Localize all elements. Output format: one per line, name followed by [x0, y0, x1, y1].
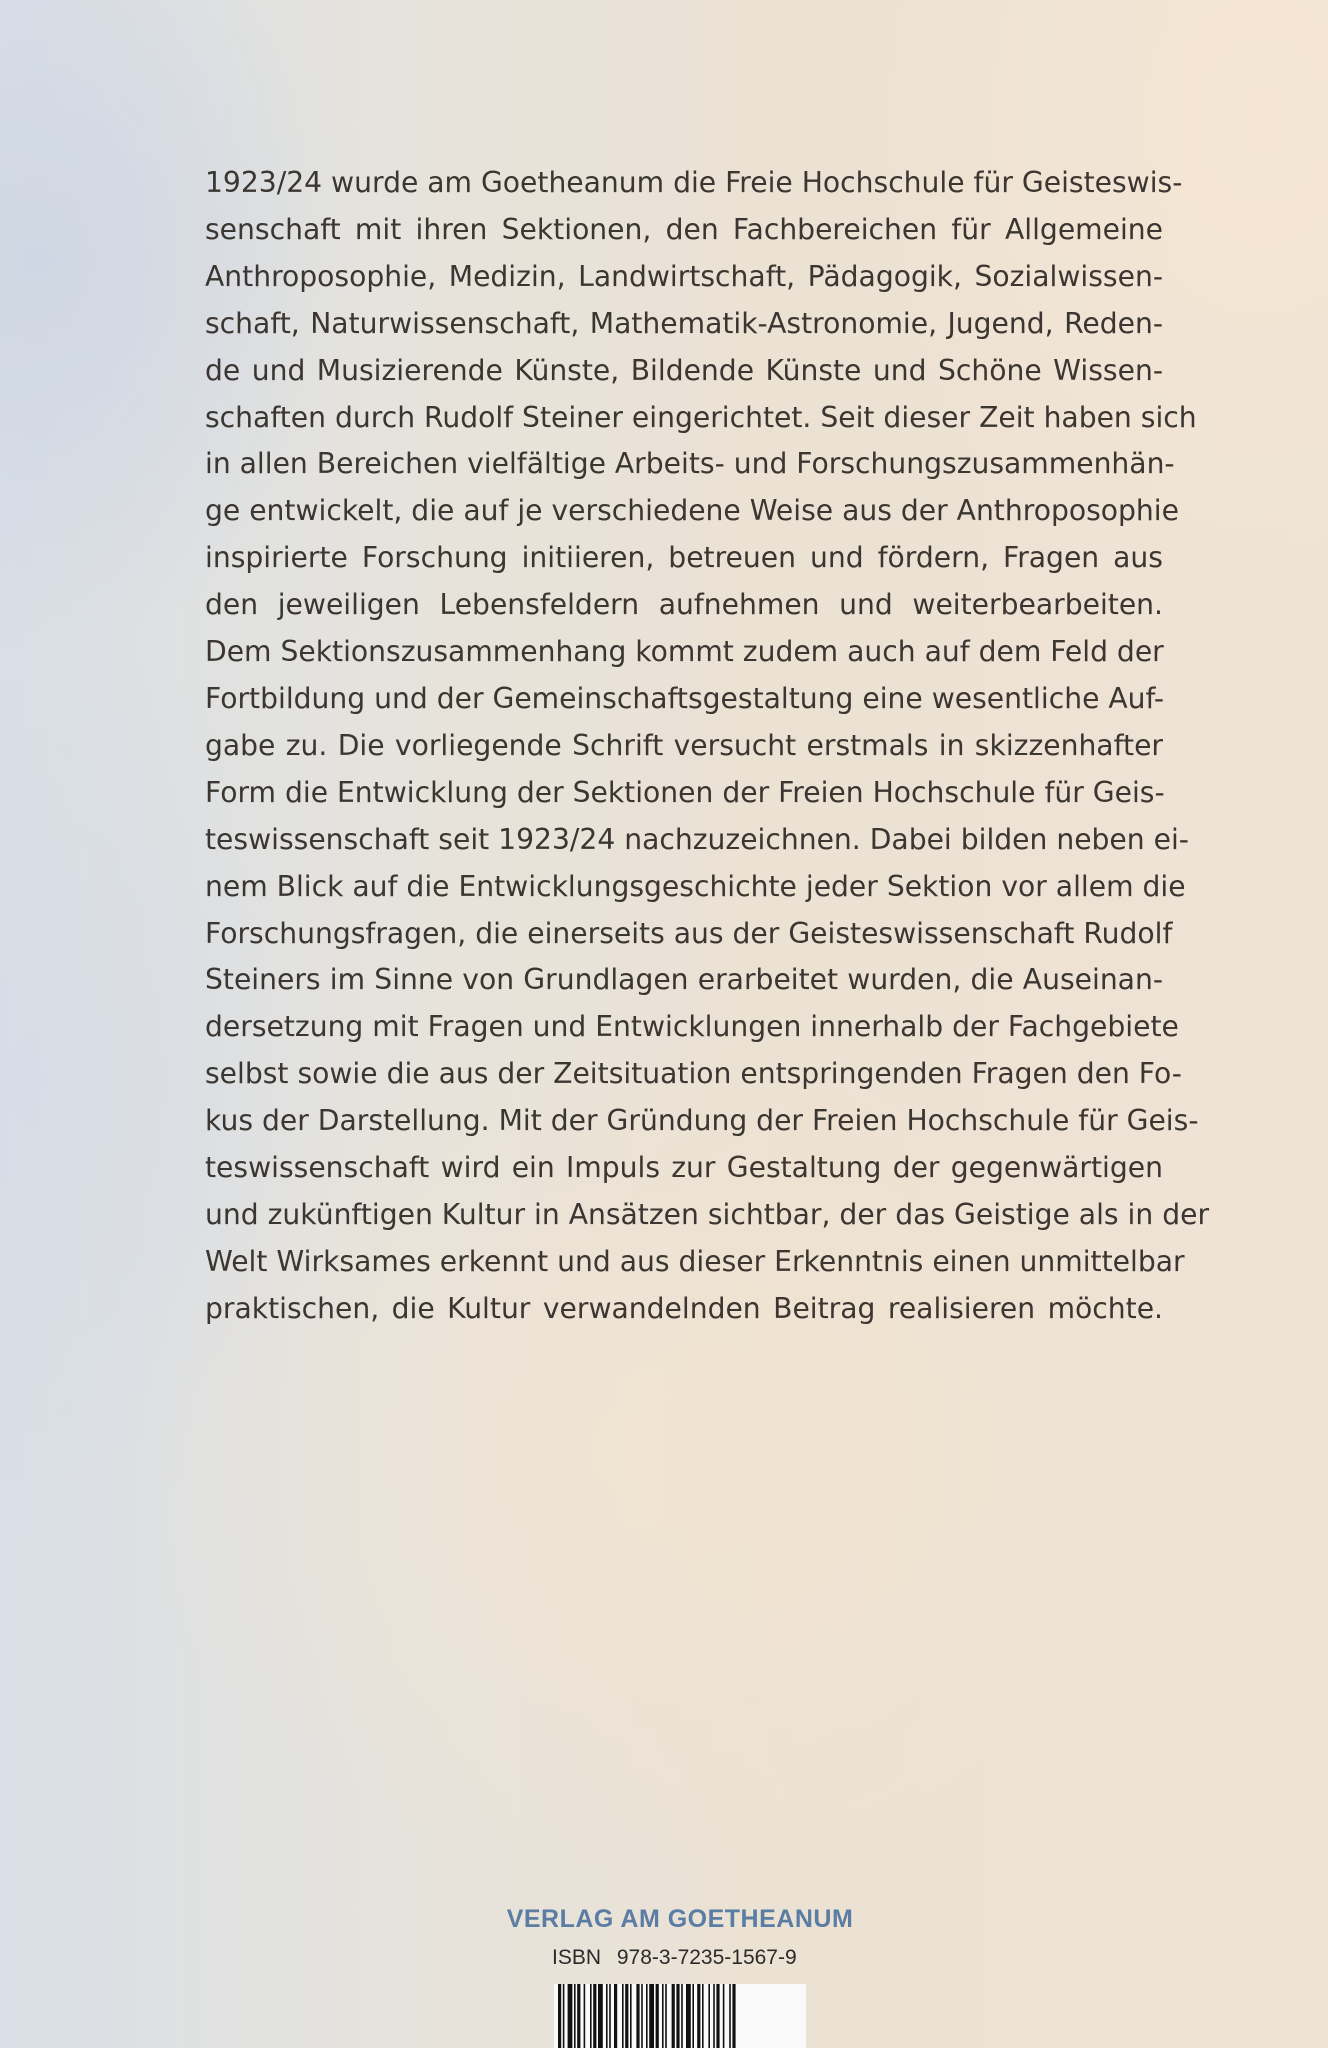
- barcode-bar: [716, 1984, 719, 2048]
- barcode-bar: [702, 1984, 704, 2048]
- barcode-bar: [646, 1984, 648, 2048]
- barcode-bar: [697, 1984, 700, 2048]
- barcode-bar: [593, 1984, 596, 2048]
- blurb-line: Dem Sektionszusammenhang kommt zudem auch auf dem Feld der: [205, 635, 1164, 669]
- barcode-graphic: [554, 1984, 806, 2048]
- blurb-line: de und Musizierende Künste, Bildende Künste und Schöne Wissen-: [205, 353, 1163, 387]
- blurb-line: dersetzung mit Fragen und Entwicklungen innerhalb der Fachgebiete: [205, 1010, 1179, 1044]
- barcode-bar: [568, 1984, 573, 2048]
- blurb-line: schaft, Naturwissenschaft, Mathematik-Astronomie, Jugend, Reden-: [205, 306, 1163, 340]
- publisher-name: VERLAG AM GOETHEANUM: [506, 1905, 854, 1933]
- blurb-line: gabe zu. Die vorliegende Schrift versucht erstmals in skizzenhafter: [205, 728, 1163, 762]
- blurb-line: Welt Wirksames erkennt und aus dieser Erkenntnis einen unmittelbar: [205, 1244, 1185, 1278]
- blurb-line: Fortbildung und der Gemeinschaftsgestaltung eine wesentliche Auf-: [205, 681, 1165, 715]
- barcode: [554, 1984, 806, 2048]
- barcode-bar: [590, 1984, 592, 2048]
- barcode-bar: [723, 1984, 725, 2048]
- blurb-line: selbst sowie die aus der Zeitsituation entspringenden Fragen den Fo-: [205, 1057, 1182, 1091]
- isbn-number: 978-3-7235-1567-9: [616, 1946, 797, 1969]
- blurb-line: Anthroposophie, Medizin, Landwirtschaft, Pädagogik, Sozialwissen-: [205, 259, 1163, 293]
- barcode-bar: [614, 1984, 617, 2048]
- blurb-line: schaften durch Rudolf Steiner eingerichtet. Seit dieser Zeit haben sich: [205, 400, 1197, 434]
- barcode-bar: [708, 1984, 710, 2048]
- barcode-bar: [577, 1984, 580, 2048]
- barcode-bar: [609, 1984, 611, 2048]
- blurb-line: praktischen, die Kultur verwandelnden Beitrag realisieren möchte.: [205, 1291, 1163, 1325]
- barcode-bar: [606, 1984, 608, 2048]
- blurb-line: und zukünftigen Kultur in Ansätzen sichtbar, der das Geistige als in der: [205, 1197, 1210, 1231]
- barcode-bar: [665, 1984, 667, 2048]
- barcode-bar: [574, 1984, 576, 2048]
- barcode-bar: [662, 1984, 664, 2048]
- barcode-bar: [649, 1984, 654, 2048]
- blurb-line: Form die Entwicklung der Sektionen der Freien Hochschule für Geis-: [205, 775, 1165, 809]
- barcode-bar: [584, 1984, 586, 2048]
- barcode-bar: [681, 1984, 683, 2048]
- isbn-label: ISBN: [552, 1946, 602, 1969]
- barcode-bar: [713, 1984, 715, 2048]
- barcode-bar: [563, 1984, 565, 2048]
- blurb-text: [205, 160, 1210, 1333]
- barcode-bar: [732, 1984, 735, 2048]
- blurb-line: den jeweiligen Lebensfeldern aufnehmen und weiterbearbeiten.: [205, 588, 1163, 622]
- blurb-line: Steiners im Sinne von Grundlagen erarbeitet wurden, die Auseinan-: [205, 963, 1163, 997]
- barcode-bar: [622, 1984, 624, 2048]
- barcode-bar: [641, 1984, 643, 2048]
- isbn: [552, 1946, 812, 1970]
- barcode-bar: [625, 1984, 628, 2048]
- barcode-bar: [676, 1984, 679, 2048]
- blurb-line: ge entwickelt, die auf je verschiedene Weise aus der Anthroposophie: [205, 494, 1179, 528]
- barcode-bar: [729, 1984, 731, 2048]
- blurb-line: Forschungsfragen, die einerseits aus der Geisteswissenschaft Rudolf: [205, 916, 1173, 950]
- blurb-line: nem Blick auf die Entwicklungsgeschichte jeder Sektion vor allem die: [205, 869, 1186, 903]
- blurb-line: in allen Bereichen vielfältige Arbeits- und Forschungszusammenhän-: [205, 447, 1175, 481]
- blurb-line: teswissenschaft wird ein Impuls zur Gestaltung der gegenwärtigen: [205, 1151, 1163, 1185]
- barcode-bar: [656, 1984, 659, 2048]
- barcode-bar: [636, 1984, 639, 2048]
- blurb-line: inspirierte Forschung initiieren, betreuen und fördern, Fragen aus: [205, 541, 1163, 575]
- barcode-bar: [558, 1984, 561, 2048]
- barcode-bar: [598, 1984, 603, 2048]
- blurb-line: teswissenschaft seit 1923/24 nachzuzeichnen. Dabei bilden neben ei-: [205, 822, 1189, 856]
- barcode-bar: [692, 1984, 694, 2048]
- blurb-line: 1923/24 wurde am Goetheanum die Freie Hochschule für Geisteswis-: [205, 166, 1183, 199]
- barcode-bar: [672, 1984, 675, 2048]
- blurb-line: kus der Darstellung. Mit der Gründung der Freien Hochschule für Geis-: [205, 1104, 1199, 1138]
- barcode-bar: [686, 1984, 691, 2048]
- blurb-line: senschaft mit ihren Sektionen, den Fachbereichen für Allgemeine: [205, 212, 1163, 246]
- barcode-bar: [630, 1984, 632, 2048]
